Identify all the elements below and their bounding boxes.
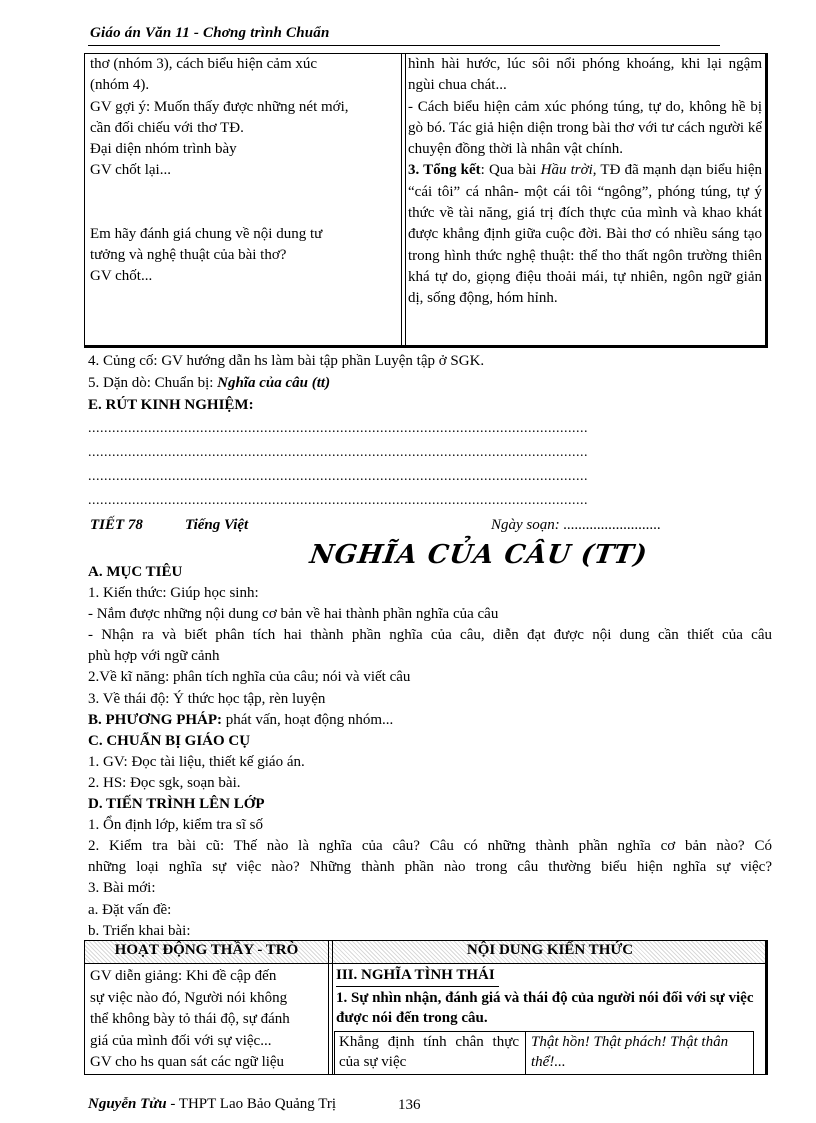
left-line: sự việc nào đó, Người nói không: [90, 989, 288, 1006]
body-line: - Nhận ra và biết phân tích hai thành phần nghĩa của câu, diễn đạt được nội dung cần thiết của câu: [88, 627, 772, 644]
running-header: Giáo án Văn 11 - Chơng trình Chuẩn: [90, 25, 330, 41]
left-line: GV diễn giảng: Khi đề cập đến: [90, 968, 277, 984]
homework-line: [88, 373, 330, 394]
body-line: a. Đặt vấn đề:: [88, 901, 172, 918]
column-divider: [328, 941, 329, 1074]
section-heading: III. NGHĨA TÌNH THÁI: [336, 965, 499, 987]
left-line: GV chốt lại...: [90, 162, 171, 179]
body-line: 1. GV: Đọc tài liệu, thiết kế giáo án.: [88, 753, 305, 770]
left-line: thơ (nhóm 3), cách biểu hiện cảm xúc: [90, 56, 318, 72]
body-line: 3. Về thái độ: Ý thức học tập, rèn luyện: [88, 690, 326, 707]
dotted-line: .............................................................................................................................: [88, 445, 588, 460]
lesson-subject: Tiếng Việt: [185, 517, 249, 533]
header-content: NỘI DUNG KIẾN THỨC: [466, 942, 634, 958]
body-line: 2.Về kĩ năng: phân tích nghĩa của câu; nói và viết câu: [88, 669, 411, 686]
left-line: Em hãy đánh giá chung về nội dung tư: [90, 225, 323, 242]
content-paragraph: - Cách biểu hiện cảm xúc phóng túng, tự do, không hề bị gò bó. Tác giả hiện diện trong bài thơ với tư cách người kể chuyện đồng thời là nhân vật chính.: [408, 98, 762, 158]
summary-text: , TĐ đã mạnh dạn biểu hiện “cái tôi” cá nhân- một cái tôi “ngông”, phóng túng, tự ý thức về tài năng, giá trị đích thực của mình và khao khát được khẳng định giữa cuộc đời. Bài thơ có nhiều sáng tạo trong hình thức nghệ thuật: thể tho thất ngôn trường thiên khá tự do, giọng điệu thoải mái, tự nhiên, ngôn ngữ giản dị, sống động, hóm hỉnh.: [408, 162, 762, 307]
dotted-line: .............................................................................................................................: [88, 469, 588, 484]
consolidation-line: 4. Củng cố: GV hướng dẫn hs làm bài tập phần Luyện tập ở SGK.: [88, 353, 485, 369]
left-line: GV chốt...: [90, 268, 153, 285]
left-line: (nhóm 4).: [90, 77, 150, 94]
body-line: D. TIẾN TRÌNH LÊN LỚP: [88, 796, 265, 813]
content-column: [408, 54, 762, 310]
body-line: C. CHUẨN BỊ GIÁO CỤ: [88, 732, 251, 749]
section-e-heading: E. RÚT KINH NGHIỆM:: [88, 397, 254, 413]
content-paragraph: hình hài hước, lúc sôi nổi phóng khoáng, khi lại ngậm ngùi chua chát...: [408, 56, 762, 94]
body-line: A. MỤC TIÊU: [88, 564, 183, 580]
header-rule: [88, 45, 720, 46]
left-line: Đại diện nhóm trình bày: [90, 141, 237, 158]
body-line: 3. Bài mới:: [88, 880, 156, 897]
body-line: 2. Kiểm tra bài cũ: Thế nào là nghĩa của câu? Câu có những thành phần nghĩa cơ bản nào? Có: [88, 838, 772, 855]
left-line: tưởng và nghệ thuật của bài thơ?: [90, 247, 287, 264]
homework-label: 5. Dặn dò: Chuẩn bị:: [88, 375, 218, 391]
body-line: 1. Ổn định lớp, kiểm tra sĩ số: [88, 817, 264, 834]
dotted-line: .............................................................................................................................: [88, 421, 588, 436]
left-line: GV cho hs quan sát các ngữ liệu: [90, 1054, 285, 1070]
body-line: những loại nghĩa sự việc nào? Những thành phần nào trong câu thường biểu hiện nghĩa sự việc?: [88, 859, 772, 876]
page-number: 136: [398, 1097, 421, 1113]
lesson-body: [88, 562, 772, 942]
body-line: 1. Kiến thức: Giúp học sinh:: [88, 585, 259, 602]
column-divider: [405, 54, 406, 345]
summary-label: 3. Tổng kết: [408, 162, 481, 179]
summary-paragraph: [408, 160, 762, 309]
header-activities: HOẠT ĐỘNG THẦY - TRÒ: [114, 942, 299, 958]
body-line: phù hợp với ngữ cảnh: [88, 648, 220, 665]
body-line-label: B. PHƯƠNG PHÁP:: [88, 711, 223, 728]
body-line: - Nắm được những nội dung cơ bản về hai thành phần nghĩa của câu: [88, 606, 499, 623]
body-line: 2. HS: Đọc sgk, soạn bài.: [88, 774, 241, 791]
school-name: - THPT Lao Bảo Quảng Trị: [166, 1096, 337, 1112]
lesson-title: NGHĨA CỦA CÂU (TT): [307, 540, 650, 570]
author-name: Nguyễn Tửu: [88, 1096, 167, 1112]
activities-column: [90, 54, 395, 288]
poem-title: Hầu trời: [540, 162, 593, 179]
homework-topic: Nghĩa của câu (tt): [217, 375, 331, 391]
inner-divider: [525, 1032, 526, 1074]
body-line-text: phát vấn, hoạt động nhóm...: [222, 711, 394, 728]
left-line: cần đối chiếu với thơ TĐ.: [90, 119, 244, 136]
left-line: thể không bày tỏ thái độ, sự đánh: [90, 1011, 290, 1027]
summary-text: : Qua bài: [480, 162, 541, 179]
page-footer: [88, 1096, 336, 1113]
subsection-heading: 1. Sự nhìn nhận, đánh giá và thái độ của người nói đối với sự việc được nói đến trong câu.: [336, 990, 754, 1026]
continuation-table: [84, 53, 768, 348]
prep-date: Ngày soạn: ..........................: [491, 517, 661, 533]
lesson-number: TIẾT 78: [90, 517, 143, 533]
column-divider: [401, 54, 402, 345]
body-line: b. Triển khai bài:: [88, 922, 191, 939]
inner-table: [334, 1031, 754, 1074]
inner-right-cell: Thật hồn! Thật phách! Thật thân thể!...: [531, 1034, 729, 1070]
activity-table: [84, 940, 768, 1075]
body-line: [88, 710, 772, 731]
activities-column: [90, 966, 324, 1074]
left-line: GV gợi ý: Muốn thấy được những nét mới,: [90, 98, 349, 115]
left-line: giá của mình đối với sự việc...: [90, 1032, 272, 1049]
column-divider: [332, 941, 333, 1074]
inner-left-cell: Khẳng định tính chân thực của sự việc: [339, 1034, 519, 1070]
dotted-line: .............................................................................................................................: [88, 493, 588, 508]
